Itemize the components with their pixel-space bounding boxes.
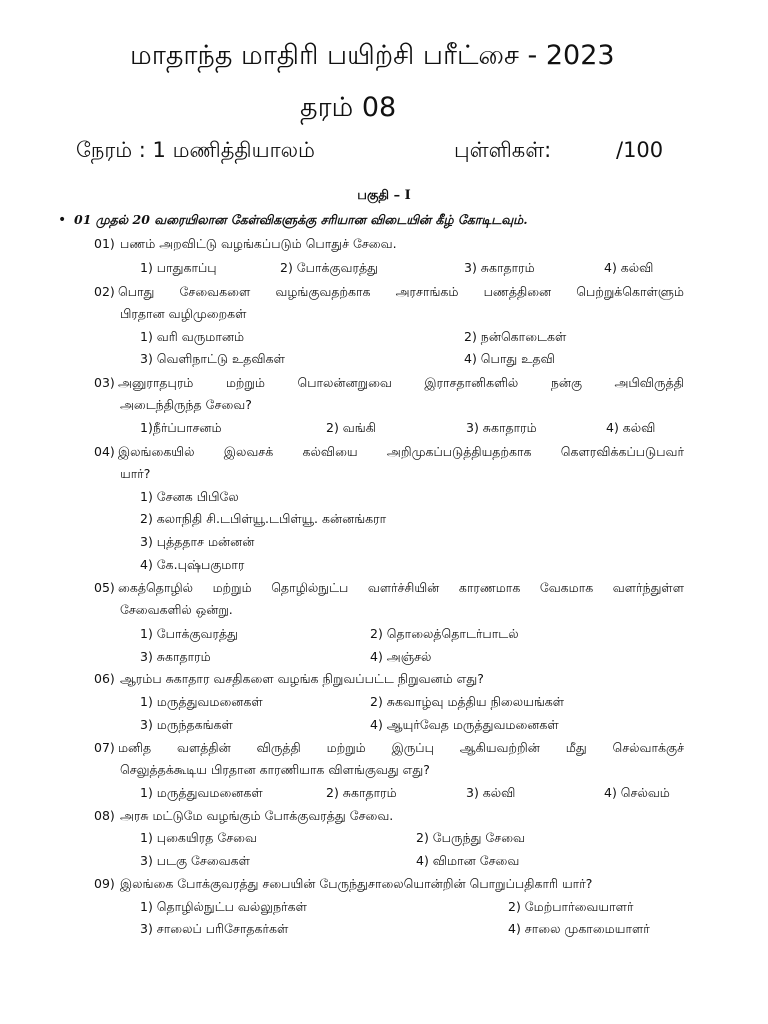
option: 2) கலாநிதி சி.டபிள்யூ.டபிள்யூ. கன்னங்கரா (140, 511, 387, 526)
option: 1) சேனக பிபிலே (140, 489, 239, 504)
option: 3) புத்ததாச மன்னன் (140, 534, 255, 549)
question-number: 02) (94, 284, 115, 299)
option: 4) அஞ்சல் (370, 649, 432, 664)
question-text: இலங்கை போக்குவரத்து சபையின் பேருந்துசாலையொன்றின் பொறுப்பதிகாரி யார்? (120, 876, 593, 891)
option: 3) சுகாதாரம் (140, 649, 211, 664)
question-number: 06) (94, 671, 115, 686)
question-number: 03) (94, 375, 115, 390)
option: 2) தொலைத்தொடர்பாடல் (370, 626, 519, 641)
option: 3) மருந்தகங்கள் (140, 717, 233, 732)
option: 4) ஆயுர்வேத மருத்துவமனைகள் (370, 717, 559, 732)
option: 1) வரி வருமானம் (140, 329, 245, 344)
question-number: 04) (94, 444, 115, 459)
question-text: அரசு மட்டுமே வழங்கும் போக்குவரத்து சேவை. (120, 808, 394, 823)
option: 1) பாதுகாப்பு (140, 260, 217, 275)
question-number: 09) (94, 876, 115, 891)
question-text: பணம் அறவிட்டு வழங்கப்படும் பொதுச் சேவை. (120, 236, 397, 251)
question-text: பிரதான வழிமுறைகள் (120, 306, 247, 321)
grade-label: தரம் 08 (300, 92, 397, 123)
option: 3) கல்வி (466, 785, 516, 800)
option: 2) சுகாதாரம் (326, 785, 397, 800)
option: 4) பொது உதவி (464, 351, 555, 366)
question-number: 07) (94, 740, 115, 755)
question-text: அடைந்திருந்த சேவை? (120, 397, 252, 412)
option: 1) மருத்துவமனைகள் (140, 694, 263, 709)
option: 3) வெளிநாட்டு உதவிகள் (140, 351, 285, 366)
question-text: அனுராதபுரம் மற்றும் பொலன்னறுவை இராசதானிகளில் நன்கு அபிவிருத்தி (118, 375, 684, 390)
option: 4) கல்வி (604, 260, 654, 275)
question-text: செலுத்தக்கூடிய பிரதான காரணியாக விளங்குவது எது? (120, 762, 430, 777)
section-title: பகுதி – I (357, 188, 411, 203)
instruction: 01 முதல் 20 வரையிலான கேள்விகளுக்கு சரியான விடையின் கீழ் கோடிடவும். (74, 212, 528, 227)
option: 2) பேருந்து சேவை (416, 830, 525, 845)
option: 3) சுகாதாரம் (464, 260, 535, 275)
question-text: மனித வளத்தின் விருத்தி மற்றும் இருப்பு ஆகியவற்றின் மீது செல்வாக்குச் (118, 740, 684, 755)
marks-value: /100 (616, 138, 664, 162)
option: 1)நீர்ப்பாசனம் (140, 420, 222, 435)
question-number: 08) (94, 808, 115, 823)
option: 1) மருத்துவமனைகள் (140, 785, 263, 800)
option: 4) விமான சேவை (416, 853, 520, 868)
option: 1) புகையிரத சேவை (140, 830, 257, 845)
exam-title: மாதாந்த மாதிரி பயிற்சி பரீட்சை - 2023 (130, 40, 615, 71)
question-number: 01) (94, 236, 115, 251)
option: 3) சாலைப் பரிசோதகர்கள் (140, 921, 289, 936)
option: 3) சுகாதாரம் (466, 420, 537, 435)
marks-label: புள்ளிகள்: (454, 138, 552, 162)
option: 4) செல்வம் (604, 785, 670, 800)
option: 4) கல்வி (606, 420, 656, 435)
question-text: யார்? (120, 466, 151, 481)
option: 2) போக்குவரத்து (280, 260, 378, 275)
option: 3) படகு சேவைகள் (140, 853, 250, 868)
time-label: நேரம் : 1 மணித்தியாலம் (76, 138, 315, 162)
question-text: இலங்கையில் இலவசக் கல்வியை அறிமுகப்படுத்தியதற்காக கௌரவிக்கப்படுபவர் (118, 444, 684, 459)
option: 2) சுகவாழ்வு மத்திய நிலையங்கள் (370, 694, 565, 709)
bullet-icon: • (58, 212, 67, 228)
option: 1) தொழில்நுட்ப வல்லுநர்கள் (140, 899, 307, 914)
question-number: 05) (94, 580, 115, 595)
option: 2) மேற்பார்வையாளர் (508, 899, 634, 914)
option: 4) கே.புஷ்பகுமார (140, 557, 245, 572)
option: 4) சாலை முகாமையாளர் (508, 921, 650, 936)
option: 2) நன்கொடைகள் (464, 329, 567, 344)
question-text: பொது சேவைகளை வழங்குவதற்காக அரசாங்கம் பணத்தினை பெற்றுக்கொள்ளும் (118, 284, 684, 299)
option: 2) வங்கி (326, 420, 376, 435)
option: 1) போக்குவரத்து (140, 626, 238, 641)
question-text: ஆரம்ப சுகாதார வசதிகளை வழங்க நிறுவப்பட்ட நிறுவனம் எது? (120, 671, 484, 686)
question-text: கைத்தொழில் மற்றும் தொழில்நுட்ப வளர்ச்சியின் காரணமாக வேகமாக வளர்ந்துள்ள (118, 580, 684, 595)
question-text: சேவைகளில் ஒன்று. (120, 602, 233, 617)
